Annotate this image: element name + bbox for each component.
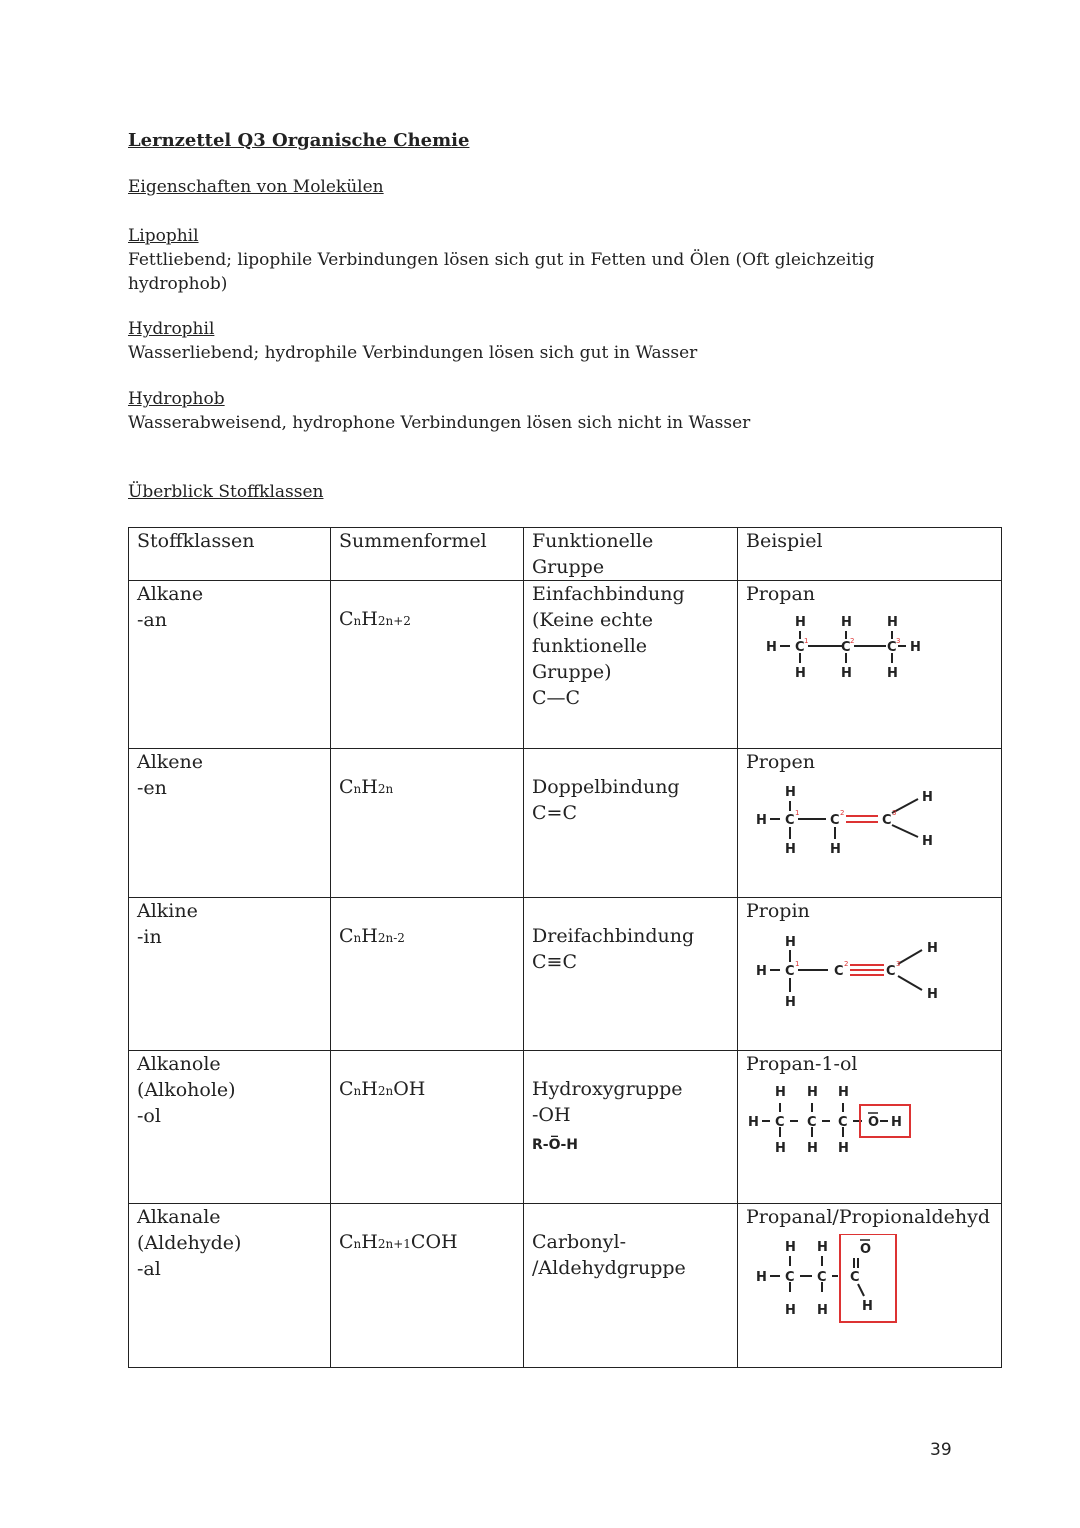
class-suffix: -in — [137, 926, 162, 948]
term-text: Wasserabweisend, hydrophone Verbindungen lösen sich nicht in Wasser — [128, 413, 751, 433]
svg-text:C: C — [795, 640, 805, 655]
group-block — [532, 1204, 729, 1281]
svg-text:H: H — [775, 1085, 786, 1100]
svg-text:C: C — [838, 1115, 848, 1130]
group-line: C—C — [532, 687, 581, 709]
page-title: Lernzettel Q3 Organische Chemie — [128, 130, 470, 151]
svg-text:H: H — [756, 964, 767, 979]
class-cell — [129, 581, 331, 749]
svg-text:H: H — [785, 1303, 796, 1318]
group-line: Hydroxygruppe — [532, 1078, 683, 1100]
group-cell — [524, 1204, 738, 1368]
svg-text:H: H — [830, 842, 841, 857]
svg-text:O: O — [868, 1115, 880, 1130]
formula-cell — [331, 581, 524, 749]
svg-text:H: H — [838, 1085, 849, 1100]
class-suffix: -ol — [137, 1105, 161, 1127]
table-row — [129, 581, 1002, 749]
svg-text:C: C — [785, 964, 795, 979]
svg-text:H: H — [927, 987, 938, 1002]
class-name: Alkane — [137, 583, 204, 605]
term-lipophil — [128, 224, 888, 296]
table-row — [129, 1204, 1002, 1368]
svg-text:3: 3 — [892, 809, 897, 817]
sum-formula: CnH2n — [339, 776, 394, 798]
group-line: Dreifachbindung — [532, 925, 695, 947]
formula-cell — [331, 1051, 524, 1204]
svg-text:C: C — [807, 1115, 817, 1130]
class-name: Alkanole — [137, 1053, 221, 1075]
svg-text:1: 1 — [795, 809, 800, 817]
class-name: Alkine — [137, 900, 198, 922]
class-alt-name: (Aldehyde) — [137, 1232, 242, 1254]
svg-text:2: 2 — [844, 960, 849, 968]
svg-text:H: H — [922, 834, 933, 849]
svg-text:H: H — [841, 666, 852, 681]
svg-text:3: 3 — [896, 637, 901, 645]
svg-text:C: C — [785, 1270, 795, 1285]
svg-text:H: H — [785, 842, 796, 857]
header-cell: Summenformel — [331, 528, 524, 581]
hydroxy-structure: R-O̅-H — [532, 1137, 579, 1153]
class-alt-name: (Alkohole) — [137, 1079, 236, 1101]
propyne-structure — [746, 928, 946, 1018]
svg-text:H: H — [785, 1240, 796, 1255]
example-cell — [738, 581, 1002, 749]
class-cell — [129, 749, 331, 898]
svg-text:C: C — [775, 1115, 785, 1130]
svg-text:H: H — [775, 1141, 786, 1156]
substance-class-table — [128, 527, 1002, 1368]
svg-text:H: H — [785, 935, 796, 950]
svg-text:C: C — [785, 813, 795, 828]
sum-formula: CnH2nOH — [339, 1078, 426, 1100]
svg-text:1: 1 — [804, 637, 809, 645]
example-cell — [738, 898, 1002, 1051]
group-line: /Aldehydgruppe — [532, 1257, 686, 1279]
svg-text:3: 3 — [896, 960, 901, 968]
sum-formula: CnH2n+2 — [339, 608, 411, 630]
group-cell — [524, 749, 738, 898]
sum-formula: CnH2n-2 — [339, 925, 405, 947]
group-line: Doppelbindung — [532, 776, 680, 798]
example-name: Propen — [746, 751, 815, 773]
header-cell: Beispiel — [738, 528, 1002, 581]
example-cell — [738, 749, 1002, 898]
propene-structure — [746, 779, 946, 864]
section-heading-classes: Überblick Stoffklassen — [128, 482, 324, 502]
svg-text:2: 2 — [840, 809, 845, 817]
svg-text:H: H — [756, 1270, 767, 1285]
group-block — [532, 749, 729, 826]
example-name: Propanal/Propionaldehyd — [746, 1206, 991, 1228]
term-heading: Hydrophob — [128, 389, 225, 409]
class-cell — [129, 1051, 331, 1204]
svg-text:1: 1 — [795, 960, 800, 968]
svg-text:C: C — [841, 640, 851, 655]
svg-text:H: H — [891, 1115, 902, 1130]
group-block — [532, 898, 729, 975]
class-name: Alkene — [137, 751, 204, 773]
formula-cell — [331, 1204, 524, 1368]
term-heading: Lipophil — [128, 226, 199, 246]
propane-structure — [746, 611, 926, 701]
table-row — [129, 749, 1002, 898]
example-name: Propan-1-ol — [746, 1053, 858, 1075]
svg-text:O: O — [860, 1242, 872, 1257]
svg-text:H: H — [817, 1303, 828, 1318]
svg-text:C: C — [882, 813, 892, 828]
svg-text:2: 2 — [850, 637, 855, 645]
svg-text:H: H — [748, 1115, 759, 1130]
table-row — [129, 1051, 1002, 1204]
page-number: 39 — [930, 1440, 952, 1460]
term-hydrophil — [128, 317, 888, 365]
svg-text:H: H — [862, 1299, 873, 1314]
class-suffix: -an — [137, 609, 167, 631]
svg-text:H: H — [887, 666, 898, 681]
svg-text:C: C — [886, 964, 896, 979]
svg-text:H: H — [807, 1141, 818, 1156]
group-line: Gruppe) — [532, 661, 612, 683]
svg-text:H: H — [795, 615, 806, 630]
group-line: Einfachbindung — [532, 583, 685, 605]
svg-text:C: C — [850, 1270, 860, 1285]
header-cell: Stoffklassen — [129, 528, 331, 581]
svg-text:C: C — [887, 640, 897, 655]
class-suffix: -en — [137, 777, 167, 799]
group-block — [532, 1051, 729, 1158]
section-heading-properties: Eigenschaften von Molekülen — [128, 177, 384, 197]
group-cell — [524, 581, 738, 749]
formula-cell — [331, 898, 524, 1051]
class-cell — [129, 1204, 331, 1368]
term-heading: Hydrophil — [128, 319, 215, 339]
example-name: Propin — [746, 900, 810, 922]
propanal-structure — [746, 1234, 946, 1334]
group-line: -OH — [532, 1104, 571, 1126]
svg-text:H: H — [887, 615, 898, 630]
group-cell — [524, 1051, 738, 1204]
class-suffix: -al — [137, 1258, 161, 1280]
svg-text:H: H — [785, 785, 796, 800]
group-line: Carbonyl- — [532, 1231, 627, 1253]
table-row — [129, 898, 1002, 1051]
class-name: Alkanale — [137, 1206, 221, 1228]
svg-text:H: H — [838, 1141, 849, 1156]
svg-text:H: H — [910, 640, 921, 655]
term-text: Fettliebend; lipophile Verbindungen lösen sich gut in Fetten und Ölen (Oft gleichzeitig hydrophob) — [128, 250, 875, 294]
group-line: (Keine echte — [532, 609, 653, 631]
propanol-structure — [746, 1081, 946, 1171]
svg-text:H: H — [795, 666, 806, 681]
group-line: C≡C — [532, 951, 577, 973]
svg-text:H: H — [841, 615, 852, 630]
svg-text:H: H — [807, 1085, 818, 1100]
sum-formula: CnH2n+1COH — [339, 1231, 458, 1253]
group-cell — [524, 898, 738, 1051]
svg-text:C: C — [817, 1270, 827, 1285]
example-cell — [738, 1204, 1002, 1368]
header-cell: Funktionelle Gruppe — [524, 528, 738, 581]
formula-cell — [331, 749, 524, 898]
svg-text:C: C — [830, 813, 840, 828]
svg-text:H: H — [922, 790, 933, 805]
svg-text:H: H — [756, 813, 767, 828]
svg-text:C: C — [834, 964, 844, 979]
group-line: funktionelle — [532, 635, 648, 657]
class-cell — [129, 898, 331, 1051]
svg-text:H: H — [785, 995, 796, 1010]
example-name: Propan — [746, 583, 816, 605]
svg-text:H: H — [817, 1240, 828, 1255]
group-line: C=C — [532, 802, 577, 824]
term-text: Wasserliebend; hydrophile Verbindungen lösen sich gut in Wasser — [128, 343, 698, 363]
svg-text:H: H — [927, 941, 938, 956]
term-hydrophob — [128, 387, 888, 435]
example-cell — [738, 1051, 1002, 1204]
table-header-row — [129, 528, 1002, 581]
svg-text:H: H — [766, 640, 777, 655]
